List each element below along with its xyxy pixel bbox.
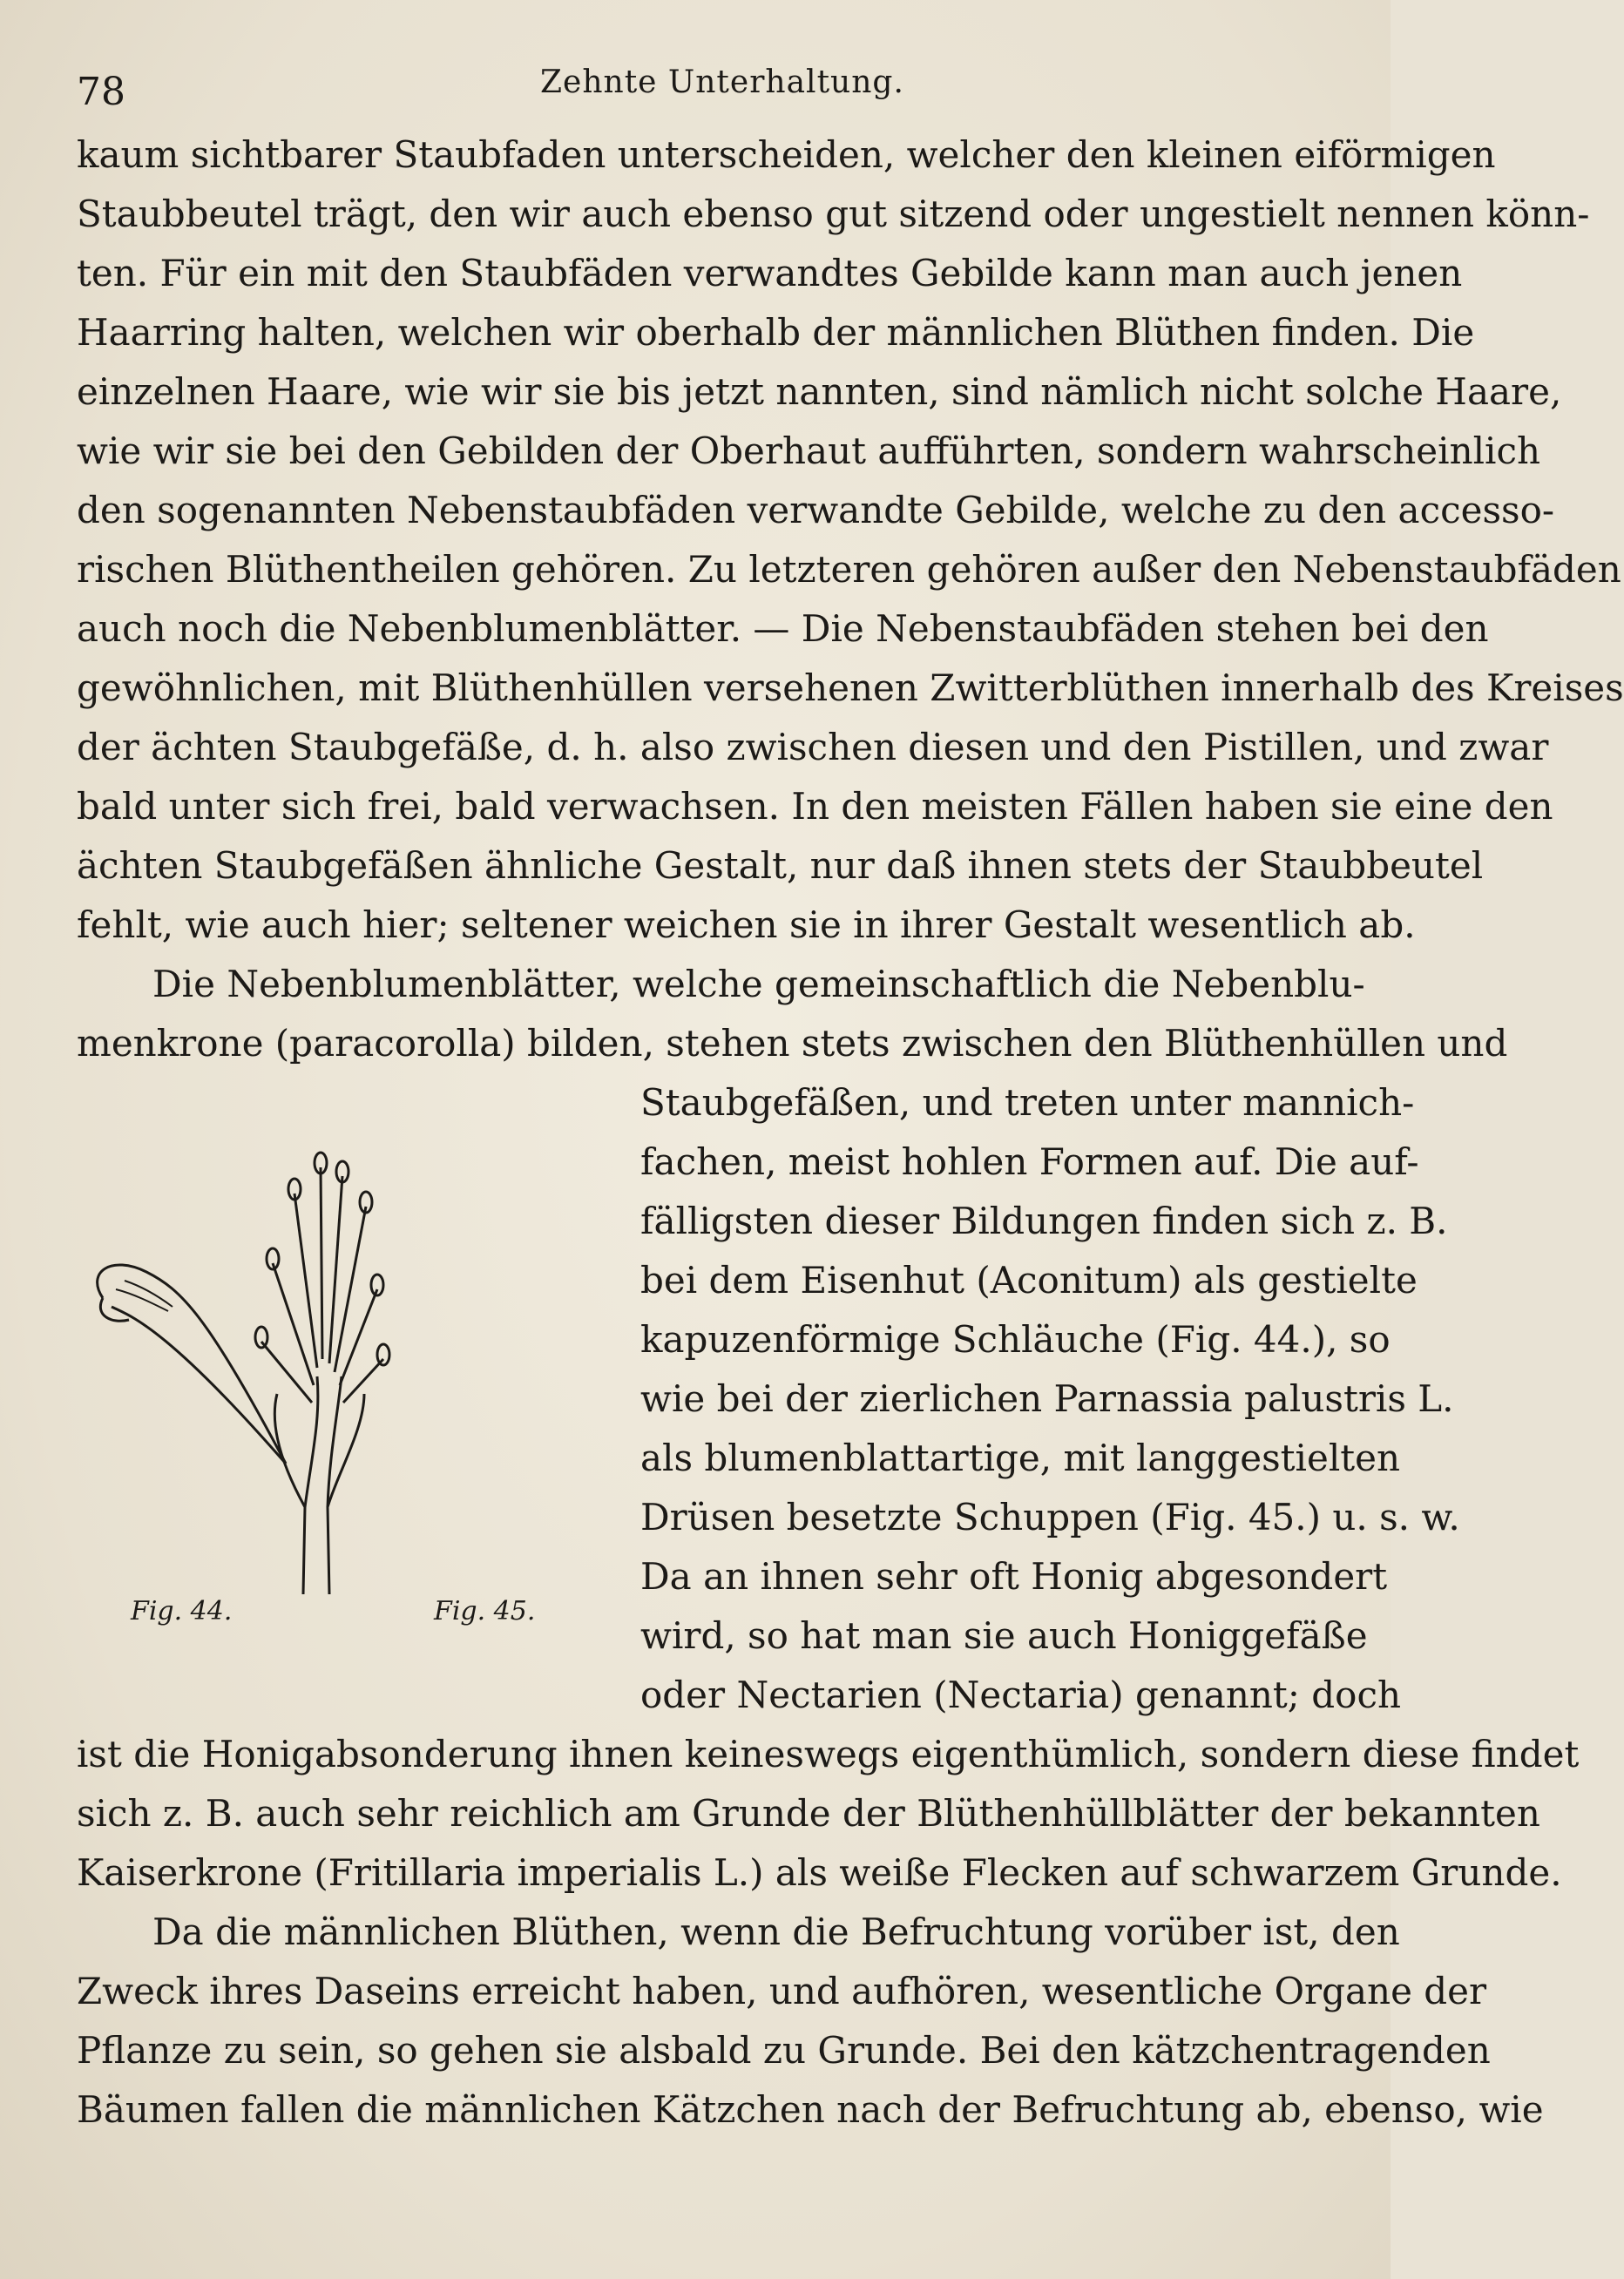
text-line: Da die männlichen Blüthen, wenn die Befruchtung vorüber ist, den (152, 1910, 1400, 1953)
text-line: Staubbeutel trägt, den wir auch ebenso gut sitzend oder ungestielt nennen könn- (77, 193, 1590, 235)
text-line: bei dem Eisenhut (Aconitum) als gestielte (640, 1259, 1418, 1302)
text-line: Drüsen besetzte Schuppen (Fig. 45.) u. s. w. (640, 1496, 1460, 1538)
text-line: wie wir sie bei den Gebilden der Oberhaut aufführten, sondern wahrscheinlich (77, 429, 1541, 472)
running-title: Zehnte Unterhaltung. (540, 64, 904, 100)
text-line: fehlt, wie auch hier; seltener weichen sie in ihrer Gestalt wesentlich ab. (77, 903, 1416, 946)
text-line: gewöhnlichen, mit Blüthenhüllen versehenen Zwitterblüthen innerhalb des Kreises (77, 666, 1624, 709)
text-line: ten. Für ein mit den Staubfäden verwandtes Gebilde kann man auch jenen (77, 252, 1463, 294)
fig45-drawing (255, 1153, 389, 1594)
text-line: ist die Honigabsonderung ihnen keineswegs eigenthümlich, sondern diese findet (77, 1733, 1580, 1775)
figure-area (77, 1141, 617, 1629)
text-line: oder Nectarien (Nectaria) genannt; doch (640, 1674, 1402, 1716)
text-line: Pflanze zu sein, so gehen sie alsbald zu Grunde. Bei den kätzchentragenden (77, 2029, 1491, 2072)
text-line: wie bei der zierlichen Parnassia palustris L. (640, 1377, 1454, 1420)
fig44-drawing (98, 1265, 286, 1464)
text-line: ächten Staubgefäßen ähnliche Gestalt, nur daß ihnen stets der Staubbeutel (77, 844, 1484, 887)
text-line: einzelnen Haare, wie wir sie bis jetzt nannten, sind nämlich nicht solche Haare, (77, 370, 1562, 413)
figure-illustrations (77, 1141, 617, 1594)
text-line: Haarring halten, welchen wir oberhalb der männlichen Blüthen finden. Die (77, 311, 1475, 354)
text-line: kaum sichtbarer Staubfaden unterscheiden, welcher den kleinen eiförmigen (77, 133, 1496, 176)
text-line: Zweck ihres Daseins erreicht haben, und aufhören, wesentliche Organe der (77, 1970, 1487, 2012)
text-line: Da an ihnen sehr oft Honig abgesondert (640, 1555, 1388, 1598)
text-line: kapuzenförmige Schläuche (Fig. 44.), so (640, 1318, 1391, 1361)
text-line: fälligsten dieser Bildungen finden sich z. B. (640, 1200, 1448, 1242)
text-line: auch noch die Nebenblumenblätter. — Die Nebenstaubfäden stehen bei den (77, 607, 1489, 650)
text-line: Bäumen fallen die männlichen Kätzchen nach der Befruchtung ab, ebenso, wie (77, 2088, 1544, 2131)
text-line: Die Nebenblumenblätter, welche gemeinschaftlich die Nebenblu- (152, 963, 1365, 1005)
text-line: der ächten Staubgefäße, d. h. also zwischen diesen und den Pistillen, und zwar (77, 726, 1549, 768)
fig45-caption: Fig. 45. (434, 1596, 536, 1626)
text-line: menkrone (paracorolla) bilden, stehen stets zwischen den Blüthenhüllen und (77, 1022, 1508, 1065)
page-number: 78 (77, 70, 125, 114)
text-line: wird, so hat man sie auch Honiggefäße (640, 1614, 1368, 1657)
fig44-caption: Fig. 44. (131, 1596, 233, 1626)
text-line: Kaiserkrone (Fritillaria imperialis L.) als weiße Flecken auf schwarzem Grunde. (77, 1851, 1562, 1894)
text-line: den sogenannten Nebenstaubfäden verwandte Gebilde, welche zu den accesso- (77, 489, 1555, 531)
text-line: Staubgefäßen, und treten unter mannich- (640, 1081, 1415, 1124)
text-line: fachen, meist hohlen Formen auf. Die auf- (640, 1140, 1419, 1183)
page-header (0, 61, 1391, 113)
text-line: rischen Blüthentheilen gehören. Zu letzteren gehören außer den Nebenstaubfäden (77, 548, 1621, 591)
text-line: sich z. B. auch sehr reichlich am Grunde der Blüthenhüllblätter der bekannten (77, 1792, 1540, 1835)
text-line: als blumenblattartige, mit langgestielten (640, 1437, 1401, 1479)
text-line: bald unter sich frei, bald verwachsen. In den meisten Fällen haben sie eine den (77, 785, 1553, 828)
